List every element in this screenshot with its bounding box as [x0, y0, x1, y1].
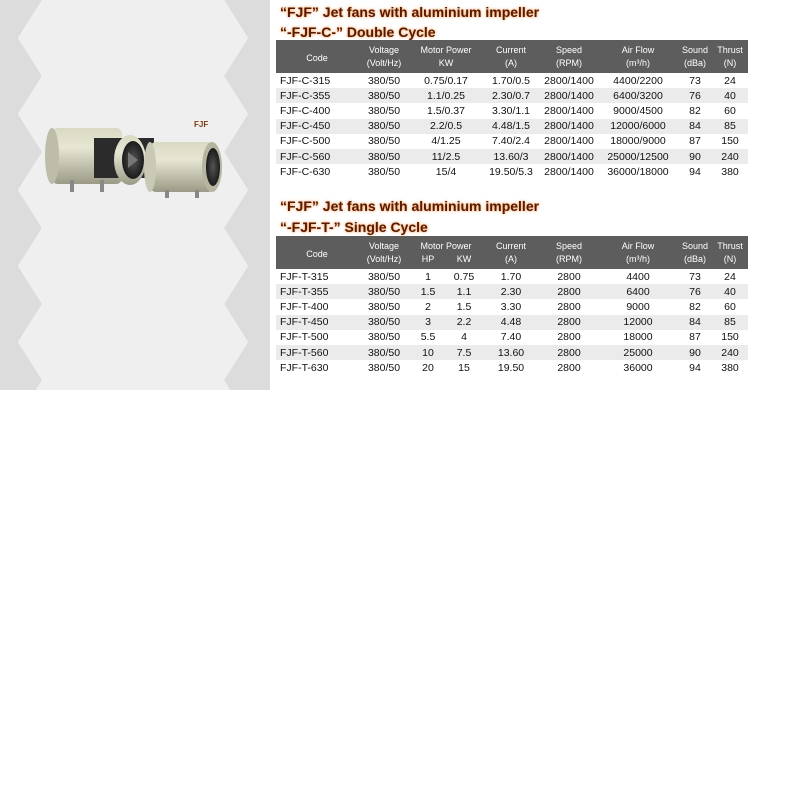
table-cell: 240 — [712, 345, 748, 360]
table-cell: 2800/1400 — [540, 73, 598, 88]
table-cell: 1 — [410, 269, 446, 284]
model-code-cell: FJF-T-630 — [276, 360, 358, 375]
table-cell: 380 — [712, 360, 748, 375]
table-cell: 11/2.5 — [410, 149, 482, 164]
table-cell: 380/50 — [358, 345, 410, 360]
col-voltage: Voltage — [358, 40, 410, 57]
section1-title: “FJF” Jet fans with aluminium impeller — [280, 4, 540, 20]
table-row — [276, 103, 748, 118]
col-sound-unit: (dBa) — [678, 253, 712, 269]
table-row — [276, 73, 748, 88]
col-current: Current — [482, 236, 540, 253]
table-cell: 76 — [678, 284, 712, 299]
col-current: Current — [482, 40, 540, 57]
table-cell: 40 — [712, 284, 748, 299]
table-cell: 2800 — [540, 269, 598, 284]
col-thrust-unit: (N) — [712, 253, 748, 269]
section2-title: “FJF” Jet fans with aluminium impeller — [280, 198, 540, 214]
table-cell: 3 — [410, 315, 446, 330]
table-cell: 4400/2200 — [598, 73, 678, 88]
table-cell: 13.60/3 — [482, 149, 540, 164]
table-cell: 7.40 — [482, 330, 540, 345]
table-cell: 7.40/2.4 — [482, 134, 540, 149]
table-row — [276, 330, 748, 345]
table-cell: 380/50 — [358, 73, 410, 88]
col-current-unit: (A) — [482, 57, 540, 73]
table-cell: 19.50/5.3 — [482, 164, 540, 179]
model-code-cell: FJF-T-355 — [276, 284, 358, 299]
model-code-cell: FJF-T-450 — [276, 315, 358, 330]
model-code-cell: FJF-C-400 — [276, 103, 358, 118]
table-cell: 4.48 — [482, 315, 540, 330]
table-cell: 240 — [712, 149, 748, 164]
table-row — [276, 134, 748, 149]
model-code-cell: FJF-T-500 — [276, 330, 358, 345]
table-cell: 2800/1400 — [540, 88, 598, 103]
table-cell: 2800 — [540, 345, 598, 360]
table-cell: 1.5/0.37 — [410, 103, 482, 118]
table-cell: 94 — [678, 164, 712, 179]
table-cell: 19.50 — [482, 360, 540, 375]
table-cell: 40 — [712, 88, 748, 103]
col-current-unit: (A) — [482, 253, 540, 269]
single-cycle-spec-table — [276, 236, 748, 375]
table-cell: 82 — [678, 299, 712, 314]
product-image-panel — [0, 0, 270, 390]
table-cell: 87 — [678, 330, 712, 345]
table-cell: 380/50 — [358, 88, 410, 103]
table-cell: 2800/1400 — [540, 119, 598, 134]
table-cell: 2800/1400 — [540, 103, 598, 118]
table-cell: 9000 — [598, 299, 678, 314]
table-cell: 3.30 — [482, 299, 540, 314]
table-cell: 13.60 — [482, 345, 540, 360]
table-cell: 2 — [410, 299, 446, 314]
table-cell: 1.70 — [482, 269, 540, 284]
table-cell: 7.5 — [446, 345, 482, 360]
table-cell: 380/50 — [358, 164, 410, 179]
table-row — [276, 284, 748, 299]
table-row — [276, 360, 748, 375]
table-cell: 36000/18000 — [598, 164, 678, 179]
table-cell: 76 — [678, 88, 712, 103]
table-row — [276, 88, 748, 103]
table-row — [276, 299, 748, 314]
table-cell: 4.48/1.5 — [482, 119, 540, 134]
model-code-cell: FJF-C-355 — [276, 88, 358, 103]
table-row — [276, 149, 748, 164]
table-cell: 1.5 — [446, 299, 482, 314]
table-cell: 73 — [678, 269, 712, 284]
section1-subtitle: “-FJF-C-” Double Cycle — [280, 24, 436, 40]
table-cell: 380/50 — [358, 284, 410, 299]
col-thrust: Thrust — [712, 40, 748, 57]
table-cell: 0.75 — [446, 269, 482, 284]
col-sound: Sound — [678, 236, 712, 253]
col-voltage: Voltage — [358, 236, 410, 253]
col-speed-unit: (RPM) — [540, 57, 598, 73]
table-cell: 20 — [410, 360, 446, 375]
model-code-cell: FJF-C-630 — [276, 164, 358, 179]
table-cell: 84 — [678, 315, 712, 330]
table-cell: 85 — [712, 119, 748, 134]
col-motor-power: Motor Power — [410, 236, 482, 253]
table-row — [276, 269, 748, 284]
model-code-cell: FJF-C-315 — [276, 73, 358, 88]
table-cell: 6400 — [598, 284, 678, 299]
single-cycle-rows — [276, 269, 748, 375]
table-cell: 5.5 — [410, 330, 446, 345]
table-cell: 36000 — [598, 360, 678, 375]
model-code-cell: FJF-T-315 — [276, 269, 358, 284]
table-cell: 10 — [410, 345, 446, 360]
model-code-cell: FJF-C-450 — [276, 119, 358, 134]
table-cell: 1.5 — [410, 284, 446, 299]
table-cell: 150 — [712, 330, 748, 345]
table-cell: 18000 — [598, 330, 678, 345]
table-cell: 24 — [712, 73, 748, 88]
col-airflow-unit: (m³/h) — [598, 253, 678, 269]
model-code-cell: FJF-C-500 — [276, 134, 358, 149]
table-cell: 1.1/0.25 — [410, 88, 482, 103]
table-cell: 0.75/0.17 — [410, 73, 482, 88]
table-cell: 2800/1400 — [540, 164, 598, 179]
col-airflow: Air Flow — [598, 236, 678, 253]
table-cell: 380/50 — [358, 134, 410, 149]
table-cell: 2800 — [540, 330, 598, 345]
table-cell: 15 — [446, 360, 482, 375]
product-badge: FJF — [194, 120, 209, 129]
table-cell: 380/50 — [358, 299, 410, 314]
table-cell: 2.30 — [482, 284, 540, 299]
table-cell: 24 — [712, 269, 748, 284]
table-cell: 12000 — [598, 315, 678, 330]
table-cell: 25000/12500 — [598, 149, 678, 164]
table-cell: 380/50 — [358, 269, 410, 284]
table-cell: 2.2/0.5 — [410, 119, 482, 134]
table-cell: 60 — [712, 299, 748, 314]
table-cell: 380/50 — [358, 360, 410, 375]
col-thrust-unit: (N) — [712, 57, 748, 73]
table-cell: 73 — [678, 73, 712, 88]
col-sound-unit: (dBa) — [678, 57, 712, 73]
double-cycle-rows — [276, 73, 748, 179]
table-cell: 1.1 — [446, 284, 482, 299]
table-cell: 380/50 — [358, 330, 410, 345]
jet-fan-product-image — [0, 0, 270, 390]
col-voltage-unit: (Volt/Hz) — [358, 253, 410, 269]
table-cell: 18000/9000 — [598, 134, 678, 149]
table-cell: 85 — [712, 315, 748, 330]
table-cell: 380/50 — [358, 149, 410, 164]
table-cell: 380 — [712, 164, 748, 179]
table-cell: 2800 — [540, 360, 598, 375]
table-cell: 25000 — [598, 345, 678, 360]
col-airflow: Air Flow — [598, 40, 678, 57]
col-speed-unit: (RPM) — [540, 253, 598, 269]
table-cell: 2800/1400 — [540, 149, 598, 164]
col-motor-unit: KW — [410, 57, 482, 73]
table-cell: 380/50 — [358, 119, 410, 134]
table-cell: 2.30/0.7 — [482, 88, 540, 103]
col-speed: Speed — [540, 40, 598, 57]
col-speed: Speed — [540, 236, 598, 253]
model-code-cell: FJF-T-560 — [276, 345, 358, 360]
col-thrust: Thrust — [712, 236, 748, 253]
col-code: Code — [276, 40, 358, 73]
table-cell: 6400/3200 — [598, 88, 678, 103]
section2-subtitle: “-FJF-T-” Single Cycle — [280, 219, 428, 235]
table-cell: 60 — [712, 103, 748, 118]
table-cell: 84 — [678, 119, 712, 134]
model-code-cell: FJF-C-560 — [276, 149, 358, 164]
double-cycle-spec-table — [276, 40, 748, 179]
table-cell: 9000/4500 — [598, 103, 678, 118]
table-cell: 94 — [678, 360, 712, 375]
col-hp: HP — [410, 253, 446, 269]
table-cell: 87 — [678, 134, 712, 149]
table-cell: 2800 — [540, 284, 598, 299]
col-code: Code — [276, 236, 358, 269]
table-cell: 90 — [678, 345, 712, 360]
table-row — [276, 315, 748, 330]
table-cell: 2.2 — [446, 315, 482, 330]
table-cell: 3.30/1.1 — [482, 103, 540, 118]
table-cell: 82 — [678, 103, 712, 118]
table-cell: 380/50 — [358, 315, 410, 330]
table-cell: 12000/6000 — [598, 119, 678, 134]
col-voltage-unit: (Volt/Hz) — [358, 57, 410, 73]
table-cell: 15/4 — [410, 164, 482, 179]
table-cell: 2800/1400 — [540, 134, 598, 149]
table-cell: 150 — [712, 134, 748, 149]
table-cell: 90 — [678, 149, 712, 164]
table-cell: 4/1.25 — [410, 134, 482, 149]
col-motor-power: Motor Power — [410, 40, 482, 57]
table-cell: 2800 — [540, 315, 598, 330]
model-code-cell: FJF-T-400 — [276, 299, 358, 314]
col-airflow-unit: (m³/h) — [598, 57, 678, 73]
table-cell: 4400 — [598, 269, 678, 284]
table-row — [276, 345, 748, 360]
table-row — [276, 164, 748, 179]
table-cell: 380/50 — [358, 103, 410, 118]
table-cell: 2800 — [540, 299, 598, 314]
fan-right — [144, 142, 222, 198]
table-cell: 1.70/0.5 — [482, 73, 540, 88]
col-kw: KW — [446, 253, 482, 269]
table-cell: 4 — [446, 330, 482, 345]
col-sound: Sound — [678, 40, 712, 57]
table-row — [276, 119, 748, 134]
